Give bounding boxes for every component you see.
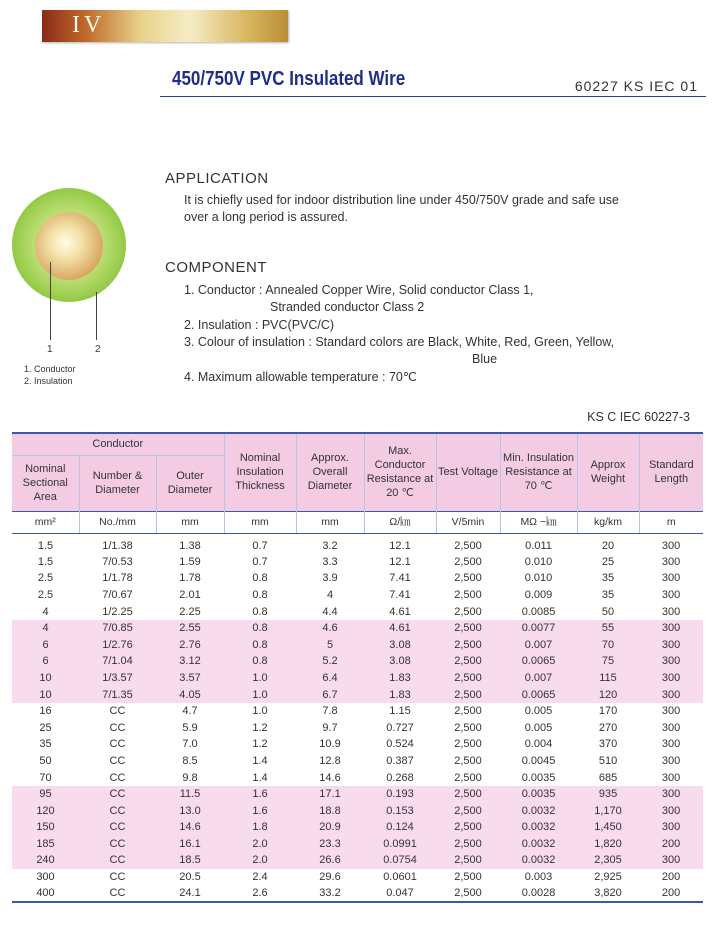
table-cell: CC <box>79 852 156 869</box>
table-row <box>12 753 703 770</box>
table-cell: 6.4 <box>296 670 364 687</box>
table-cell: 10 <box>12 686 79 703</box>
header-outer: Outer Diameter <box>156 455 224 511</box>
table-cell: 2.76 <box>156 636 224 653</box>
table-cell: 17.1 <box>296 786 364 803</box>
table-cell: 1/2.76 <box>79 636 156 653</box>
table-cell: 300 <box>639 670 703 687</box>
table-cell: 300 <box>639 852 703 869</box>
table-cell: 12.8 <box>319 754 341 767</box>
table-cell: 4 <box>326 588 334 601</box>
table-cell: 1.5 <box>37 555 54 568</box>
application-text-1: It is chiefly used for indoor distribution line under 450/750V grade and safe use <box>184 193 619 207</box>
table-cell: 0.524 <box>386 738 414 751</box>
header-area: Nominal Sectional Area <box>12 455 79 511</box>
table-cell: 300 <box>661 721 681 734</box>
table-cell: 300 <box>639 653 703 670</box>
unit-cell: MΩ −㎞ <box>500 511 577 533</box>
table-cell: 16 <box>39 705 52 718</box>
table-cell: 2,500 <box>436 786 500 803</box>
table-cell: 25 <box>39 721 52 734</box>
unit-cell: kg/km <box>577 511 639 533</box>
table-cell: 0.0991 <box>364 836 436 853</box>
table-cell: 3.08 <box>364 653 436 670</box>
table-cell: CC <box>79 819 156 836</box>
table-cell: 7.8 <box>322 705 338 718</box>
table-cell: 2,500 <box>436 836 500 853</box>
component-item-2: 2. Insulation : PVC(PVC/C) <box>184 318 335 332</box>
table-cell: 4.4 <box>322 605 338 618</box>
table-cell: 2.5 <box>37 588 54 601</box>
table-cell: 12.1 <box>389 539 411 552</box>
table-cell: 5 <box>296 636 364 653</box>
table-cell: 2.0 <box>224 852 296 869</box>
table-cell: 0.8 <box>224 636 296 653</box>
table-cell: 0.0035 <box>500 786 577 803</box>
table-cell: 0.0065 <box>500 686 577 703</box>
table-row <box>12 603 703 620</box>
unit-cell: mm² <box>12 511 79 533</box>
table-cell: 200 <box>639 836 703 853</box>
table-cell: 1.0 <box>252 705 268 718</box>
table-cell: 0.0601 <box>383 871 417 884</box>
table-row <box>12 554 703 571</box>
table-cell: 1,450 <box>577 819 639 836</box>
table-cell: 0.011 <box>525 539 552 552</box>
table-row <box>12 852 703 869</box>
table-cell: 2,500 <box>436 819 500 836</box>
table-cell: 4.05 <box>156 686 224 703</box>
table-row <box>12 636 703 653</box>
table-cell: 0.8 <box>252 588 268 601</box>
table-cell: 95 <box>12 786 79 803</box>
table-cell: 7/0.67 <box>102 588 133 601</box>
component-item-1b: Stranded conductor Class 2 <box>270 300 425 314</box>
table-cell: 1.6 <box>224 786 296 803</box>
table-cell: 70 <box>39 771 52 784</box>
table-cell: 300 <box>661 572 681 585</box>
table-row <box>12 686 703 703</box>
table-row <box>12 802 703 819</box>
table-cell: 1/3.57 <box>79 670 156 687</box>
table-cell: 9.8 <box>182 771 198 784</box>
table-standard-code: KS C IEC 60227-3 <box>587 410 690 424</box>
legend-insulation: 2. Insulation <box>24 376 73 386</box>
table-cell: 2,500 <box>436 802 500 819</box>
table-cell: 35 <box>601 572 615 585</box>
table-cell: 510 <box>598 754 618 767</box>
table-cell: 0.047 <box>386 887 414 900</box>
table-cell: 2,500 <box>454 572 482 585</box>
table-cell: 3.08 <box>364 636 436 653</box>
table-cell: 8.5 <box>182 754 198 767</box>
table-cell: 10 <box>12 670 79 687</box>
header-number: Number & Diameter <box>79 455 156 511</box>
table-cell: 0.8 <box>224 620 296 637</box>
table-cell: 1.2 <box>252 738 268 751</box>
header-resistance: Max. Conductor Resistance at 20 ℃ <box>364 433 436 511</box>
table-cell: 3.9 <box>322 572 338 585</box>
table-cell: 3.12 <box>156 653 224 670</box>
table-cell: 2.01 <box>179 588 201 601</box>
table-cell: 26.6 <box>296 852 364 869</box>
page-title: 450/750V PVC Insulated Wire <box>172 68 406 90</box>
table-cell: 2,500 <box>436 670 500 687</box>
table-cell: 2,500 <box>454 605 482 618</box>
table-cell: 14.6 <box>156 819 224 836</box>
table-cell: 4.61 <box>389 605 411 618</box>
table-cell: 0.8 <box>224 653 296 670</box>
table-cell: 0.8 <box>252 605 268 618</box>
table-cell: 0.7 <box>252 555 268 568</box>
table-cell: 2,305 <box>577 852 639 869</box>
table-cell: 2,500 <box>454 771 482 784</box>
table-cell: 2,500 <box>454 539 482 552</box>
table-cell: 0.0045 <box>521 754 556 767</box>
table-cell: 1.4 <box>252 754 268 767</box>
table-cell: 2.6 <box>252 887 268 900</box>
table-cell: 1/1.38 <box>102 539 133 552</box>
unit-cell: V/5min <box>436 511 500 533</box>
table-cell: 0.0032 <box>500 836 577 853</box>
table-cell: CC <box>109 721 126 734</box>
unit-cell: mm <box>296 511 364 533</box>
table-cell: 1.0 <box>224 670 296 687</box>
table-cell: 200 <box>661 887 681 900</box>
table-cell: 270 <box>598 721 618 734</box>
table-cell: 300 <box>639 620 703 637</box>
table-cell: 29.6 <box>319 871 341 884</box>
table-cell: 25 <box>601 555 615 568</box>
table-row <box>12 653 703 670</box>
table-cell: 2,925 <box>594 871 622 884</box>
table-cell: 1.83 <box>364 670 436 687</box>
specification-table <box>12 432 703 903</box>
table-cell: 370 <box>598 738 618 751</box>
table-cell: 200 <box>661 871 681 884</box>
header-ins-resistance: Min. Insulation Resistance at 70 ℃ <box>500 433 577 511</box>
table-cell: 20.5 <box>179 871 201 884</box>
table-cell: 1.15 <box>389 705 411 718</box>
table-cell: 70 <box>577 636 639 653</box>
table-cell: 300 <box>661 605 681 618</box>
table-cell: 300 <box>661 539 681 552</box>
insulation-leader-line <box>96 292 97 340</box>
table-row <box>12 533 703 554</box>
section-badge <box>42 10 288 42</box>
table-cell: CC <box>109 771 126 784</box>
component-heading: COMPONENT <box>165 259 267 276</box>
table-cell: 935 <box>577 786 639 803</box>
table-cell: 2,500 <box>454 588 482 601</box>
table-cell: 7.41 <box>389 588 411 601</box>
table-cell: 1.8 <box>224 819 296 836</box>
table-cell: 300 <box>639 636 703 653</box>
table-cell: 300 <box>639 686 703 703</box>
table-cell: 120 <box>577 686 639 703</box>
table-cell: CC <box>109 887 126 900</box>
table-cell: 5.9 <box>182 721 198 734</box>
legend-conductor: 1. Conductor <box>24 364 76 374</box>
table-cell: 0.007 <box>500 670 577 687</box>
table-cell: 150 <box>12 819 79 836</box>
table-cell: 2.0 <box>224 836 296 853</box>
table-cell: 3,820 <box>594 887 622 900</box>
conductor-core <box>35 212 103 280</box>
table-cell: 50 <box>601 605 615 618</box>
table-cell: 2.25 <box>179 605 201 618</box>
table-cell: 20.9 <box>296 819 364 836</box>
table-cell: 35 <box>39 738 52 751</box>
table-cell: 685 <box>598 771 618 784</box>
table-cell: 2,500 <box>454 871 482 884</box>
header-voltage: Test Voltage <box>436 433 500 511</box>
section-badge-label: IV <box>72 12 106 38</box>
table-cell: 1.78 <box>179 572 201 585</box>
table-cell: 4.6 <box>296 620 364 637</box>
diagram-label-1: 1 <box>47 344 53 355</box>
table-cell: 7/1.04 <box>79 653 156 670</box>
table-cell: 18.8 <box>296 802 364 819</box>
table-cell: 300 <box>661 754 681 767</box>
table-row <box>12 620 703 637</box>
unit-cell: mm <box>156 511 224 533</box>
diagram-label-2: 2 <box>95 344 101 355</box>
unit-cell: No./mm <box>79 511 156 533</box>
table-cell: 300 <box>661 705 681 718</box>
table-cell: 0.7 <box>252 539 268 552</box>
table-cell: 14.6 <box>319 771 341 784</box>
table-row <box>12 670 703 687</box>
table-cell: 2,500 <box>454 721 482 734</box>
table-cell: 23.3 <box>296 836 364 853</box>
table-cell: 1.59 <box>179 555 201 568</box>
header-thickness: Nominal Insulation Thickness <box>224 433 296 511</box>
table-cell: 2,500 <box>436 653 500 670</box>
table-cell: 115 <box>577 670 639 687</box>
table-row <box>12 786 703 803</box>
table-cell: CC <box>109 871 126 884</box>
table-cell: 4 <box>42 605 49 618</box>
table-cell: 400 <box>36 887 55 900</box>
table-cell: 0.124 <box>364 819 436 836</box>
table-cell: 2.4 <box>252 871 268 884</box>
header-weight: Approx Weight <box>577 433 639 511</box>
table-cell: 55 <box>577 620 639 637</box>
table-cell: 18.5 <box>156 852 224 869</box>
table-cell: 0.0754 <box>364 852 436 869</box>
table-cell: 9.7 <box>322 721 338 734</box>
table-cell: 2,500 <box>454 754 482 767</box>
table-row <box>12 869 703 886</box>
unit-cell: m <box>639 511 703 533</box>
component-item-3: 3. Colour of insulation : Standard colors are Black, White, Red, Green, Yellow, <box>184 335 615 349</box>
table-cell: 0.268 <box>386 771 414 784</box>
table-cell: 0.193 <box>364 786 436 803</box>
table-cell: 0.0032 <box>500 819 577 836</box>
table-cell: 2,500 <box>436 852 500 869</box>
table-cell: 7.0 <box>182 738 198 751</box>
table-cell: CC <box>79 836 156 853</box>
table-cell: 4 <box>12 620 79 637</box>
table-cell: 170 <box>598 705 618 718</box>
table-cell: 13.0 <box>156 802 224 819</box>
table-cell: 0.0032 <box>500 802 577 819</box>
table-cell: 7/1.35 <box>79 686 156 703</box>
table-row <box>12 587 703 604</box>
table-cell: 0.0085 <box>521 605 556 618</box>
table-cell: 1.4 <box>252 771 268 784</box>
table-cell: 300 <box>661 588 681 601</box>
table-cell: 2,500 <box>454 887 482 900</box>
table-row <box>12 769 703 786</box>
table-cell: 0.0035 <box>521 771 556 784</box>
table-cell: 7/0.53 <box>102 555 133 568</box>
component-item-3b: Blue <box>472 352 498 366</box>
table-cell: 0.0065 <box>500 653 577 670</box>
table-cell: 1/1.78 <box>102 572 133 585</box>
table-cell: CC <box>109 705 126 718</box>
table-cell: CC <box>109 738 126 751</box>
table-cell: 300 <box>661 738 681 751</box>
table-cell: 7/0.85 <box>79 620 156 637</box>
table-cell: CC <box>79 802 156 819</box>
table-cell: 300 <box>661 771 681 784</box>
table-cell: 4.61 <box>364 620 436 637</box>
table-cell: 1.5 <box>37 539 54 552</box>
table-cell: 1,820 <box>577 836 639 853</box>
table-cell: 3.3 <box>322 555 338 568</box>
table-row <box>12 885 703 902</box>
table-cell: 3.2 <box>322 539 338 552</box>
table-row <box>12 819 703 836</box>
table-row <box>12 703 703 720</box>
table-cell: 1,170 <box>577 802 639 819</box>
table-cell: 6 <box>12 636 79 653</box>
table-cell: 300 <box>639 802 703 819</box>
table-cell: 7.41 <box>389 572 411 585</box>
table-cell: 300 <box>36 871 55 884</box>
table-cell: 35 <box>601 588 615 601</box>
table-cell: 0.004 <box>524 738 553 751</box>
table-cell: 0.0032 <box>500 852 577 869</box>
table-cell: 0.387 <box>386 754 414 767</box>
table-cell: 5.2 <box>296 653 364 670</box>
table-cell: 33.2 <box>319 887 341 900</box>
table-cell: 50 <box>39 754 52 767</box>
table-cell: 1/2.25 <box>102 605 133 618</box>
table-row <box>12 570 703 587</box>
conductor-leader-line <box>50 262 51 340</box>
table-cell: 4.7 <box>182 705 198 718</box>
table-cell: 300 <box>639 819 703 836</box>
table-row <box>12 836 703 853</box>
table-cell: 0.0028 <box>521 887 556 900</box>
table-cell: 0.8 <box>252 572 268 585</box>
table-cell: 1.2 <box>252 721 268 734</box>
table-cell: 24.1 <box>179 887 201 900</box>
table-cell: 16.1 <box>156 836 224 853</box>
table-cell: 2,500 <box>436 686 500 703</box>
table-cell: 2,500 <box>454 738 482 751</box>
table-cell: 0.727 <box>386 721 414 734</box>
table-cell: 300 <box>639 786 703 803</box>
header-overall: Approx. Overall Diameter <box>296 433 364 511</box>
table-cell: 2,500 <box>454 555 482 568</box>
table-cell: 1.38 <box>179 539 201 552</box>
table-cell: 0.153 <box>364 802 436 819</box>
table-cell: 1.6 <box>224 802 296 819</box>
table-cell: 75 <box>577 653 639 670</box>
table-cell: 11.5 <box>156 786 224 803</box>
table-cell: 0.007 <box>500 636 577 653</box>
table-row <box>12 719 703 736</box>
table-cell: 1.83 <box>364 686 436 703</box>
table-cell: CC <box>79 786 156 803</box>
table-cell: 0.010 <box>524 572 553 585</box>
table-cell: 1.0 <box>224 686 296 703</box>
table-cell: 2,500 <box>454 705 482 718</box>
title-divider <box>160 96 706 97</box>
table-cell: 10.9 <box>319 738 341 751</box>
component-item-4: 4. Maximum allowable temperature : 70℃ <box>184 370 417 384</box>
table-cell: CC <box>109 754 126 767</box>
table-cell: 0.003 <box>524 871 553 884</box>
table-cell: 6.7 <box>296 686 364 703</box>
component-item-1: 1. Conductor : Annealed Copper Wire, Solid conductor Class 1, <box>184 283 534 297</box>
application-text-2: over a long period is assured. <box>184 210 348 224</box>
table-cell: 0.005 <box>524 721 553 734</box>
unit-cell: mm <box>224 511 296 533</box>
table-cell: 2.55 <box>156 620 224 637</box>
table-row <box>12 736 703 753</box>
table-cell: 3.57 <box>156 670 224 687</box>
table-cell: 185 <box>12 836 79 853</box>
header-length: Standard Length <box>639 433 703 511</box>
table-cell: 6 <box>12 653 79 670</box>
table-cell: 2,500 <box>436 620 500 637</box>
table-cell: 240 <box>12 852 79 869</box>
table-cell: 300 <box>661 555 681 568</box>
conductor-group-header: Conductor <box>12 433 224 455</box>
table-cell: 0.005 <box>524 705 553 718</box>
table-cell: 2,500 <box>436 636 500 653</box>
table-cell: 2.5 <box>37 572 54 585</box>
table-cell: 12.1 <box>389 555 411 568</box>
table-cell: 0.010 <box>524 555 553 568</box>
unit-cell: Ω/㎞ <box>364 511 436 533</box>
application-heading: APPLICATION <box>165 170 269 187</box>
table-cell: 0.0077 <box>500 620 577 637</box>
standard-code: 60227 KS IEC 01 <box>574 78 698 94</box>
table-cell: 0.009 <box>524 588 553 601</box>
table-cell: 20 <box>601 539 615 552</box>
table-cell: 120 <box>12 802 79 819</box>
